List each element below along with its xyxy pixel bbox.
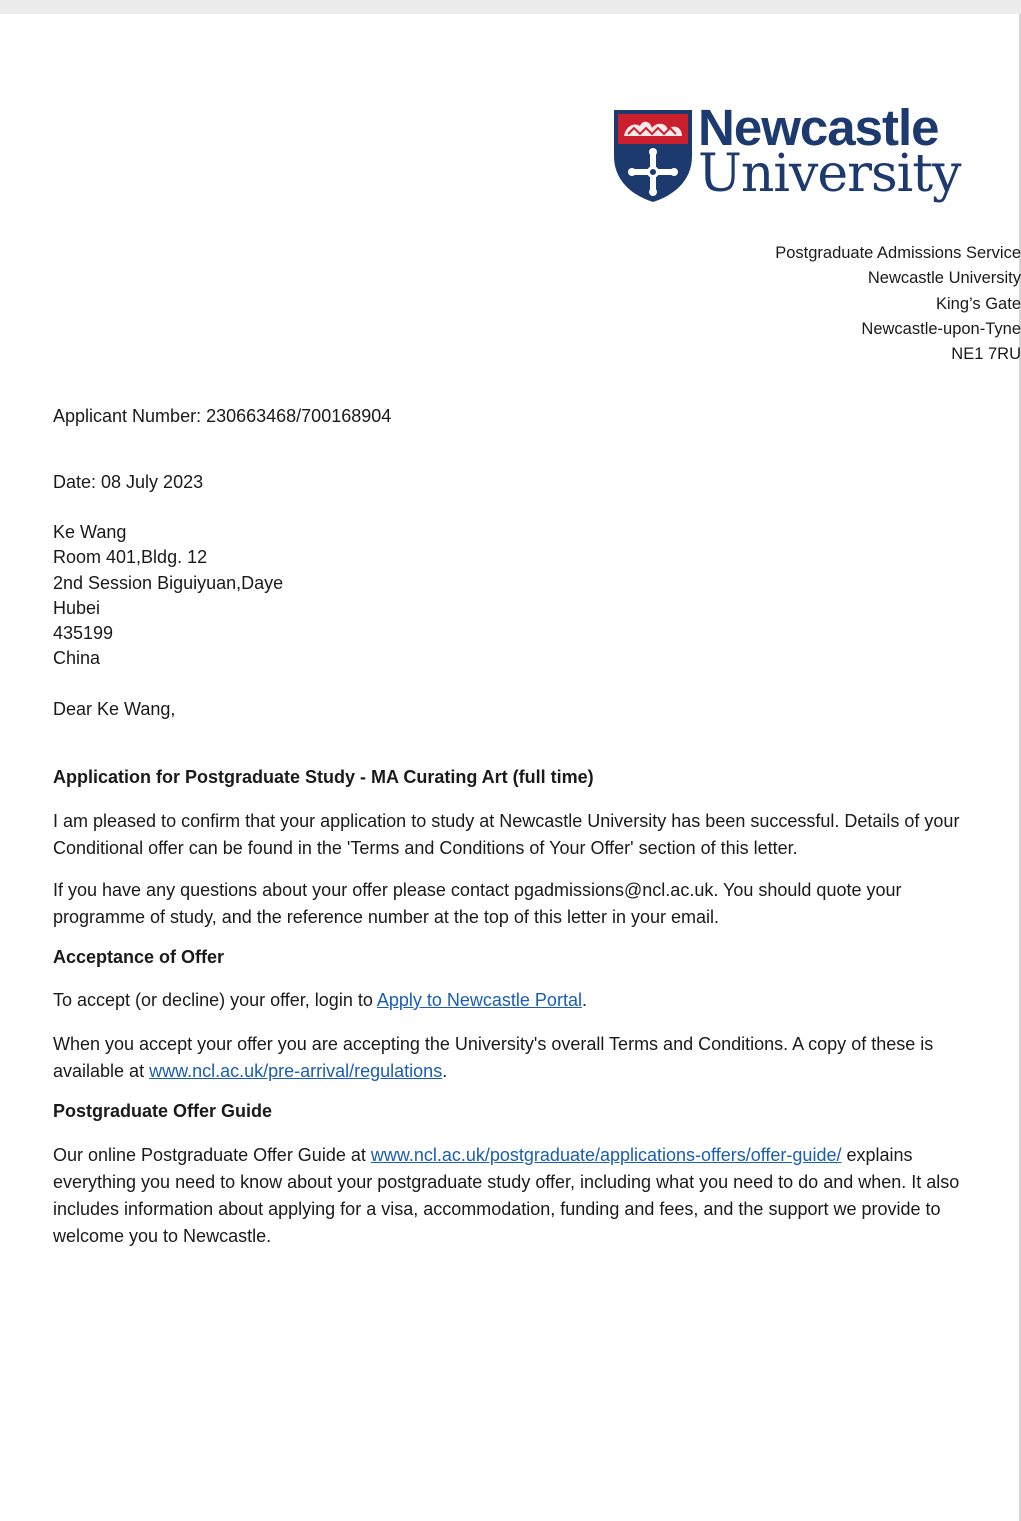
intro-paragraph-line: Conditional offer can be found in the 'Terms and Conditions of Your Offer' section of this letter.	[53, 838, 798, 858]
intro-paragraph	[53, 808, 959, 862]
university-logo	[612, 99, 982, 216]
offer-guide-prefix: Our online Postgraduate Offer Guide at	[53, 1145, 371, 1165]
subject-heading: Application for Postgraduate Study - MA Curating Art (full time)	[53, 767, 594, 787]
offer-guide-line: everything you need to know about your postgraduate study offer, including what you need to do and when. It also	[53, 1172, 960, 1192]
accept-instruction-text: To accept (or decline) your offer, login to	[53, 990, 377, 1010]
sender-address-line: Newcastle University	[867, 269, 1021, 288]
sender-address-line: Postgraduate Admissions Service	[775, 244, 1021, 262]
recipient-address-line: China	[53, 648, 101, 669]
recipient-address-line: Room 401,Bldg. 12	[53, 547, 208, 568]
sender-address-line: Newcastle-upon-Tyne	[861, 319, 1021, 338]
accept-instruction-end: .	[581, 990, 587, 1010]
questions-paragraph	[53, 877, 902, 931]
offer-guide-line: includes information about applying for a visa, accommodation, funding and fees, and the support we provide to	[53, 1199, 941, 1219]
acceptance-heading: Acceptance of Offer	[53, 947, 225, 967]
recipient-address-line: 435199	[53, 623, 114, 644]
questions-paragraph-line: programme of study, and the reference number at the top of this letter in your email.	[53, 907, 720, 927]
sender-address	[775, 241, 1021, 367]
regulations-link[interactable]: www.ncl.ac.uk/pre-arrival/regulations	[149, 1061, 443, 1081]
intro-paragraph-line: I am pleased to confirm that your application to study at Newcastle University has been successful. Details of your	[53, 811, 960, 831]
terms-suffix: .	[442, 1061, 448, 1081]
terms-paragraph	[53, 1031, 933, 1085]
terms-prefix: available at	[53, 1061, 150, 1081]
terms-paragraph-line: When you accept your offer you are accepting the University's overall Terms and Conditions. A copy of these is	[53, 1034, 934, 1054]
terms-paragraph-line-2	[53, 1058, 933, 1085]
salutation: Dear Ke Wang,	[53, 699, 176, 719]
apply-portal-link[interactable]: Apply to Newcastle Portal	[376, 990, 582, 1010]
questions-paragraph-line: If you have any questions about your offer please contact pgadmissions@ncl.ac.uk. You should quote your	[53, 880, 902, 900]
viewer-top-strip	[0, 0, 1021, 14]
applicant-number: Applicant Number: 230663468/700168904	[53, 406, 392, 426]
offer-guide-line: welcome you to Newcastle.	[53, 1226, 272, 1246]
accept-instruction	[53, 990, 587, 1011]
recipient-address	[53, 520, 283, 672]
logo-wordmark-line2: University	[698, 144, 961, 204]
offer-guide-heading: Postgraduate Offer Guide	[53, 1101, 273, 1121]
offer-guide-link[interactable]: www.ncl.ac.uk/postgraduate/applications-offers/offer-guide/	[370, 1145, 842, 1165]
logo-wordmark-line1: Newcastle	[698, 99, 939, 156]
offer-guide-paragraph	[53, 1142, 959, 1250]
sender-address-line: NE1 7RU	[951, 345, 1021, 364]
offer-guide-line	[53, 1142, 959, 1169]
recipient-address-line: Ke Wang	[53, 522, 127, 542]
letter-date: Date: 08 July 2023	[53, 472, 204, 492]
recipient-address-line: 2nd Session Biguiyuan,Daye	[53, 572, 284, 593]
offer-guide-suffix: explains	[841, 1145, 913, 1165]
recipient-address-line: Hubei	[53, 597, 101, 618]
sender-address-line: King’s Gate	[936, 294, 1021, 313]
university-crest-icon	[612, 108, 694, 204]
